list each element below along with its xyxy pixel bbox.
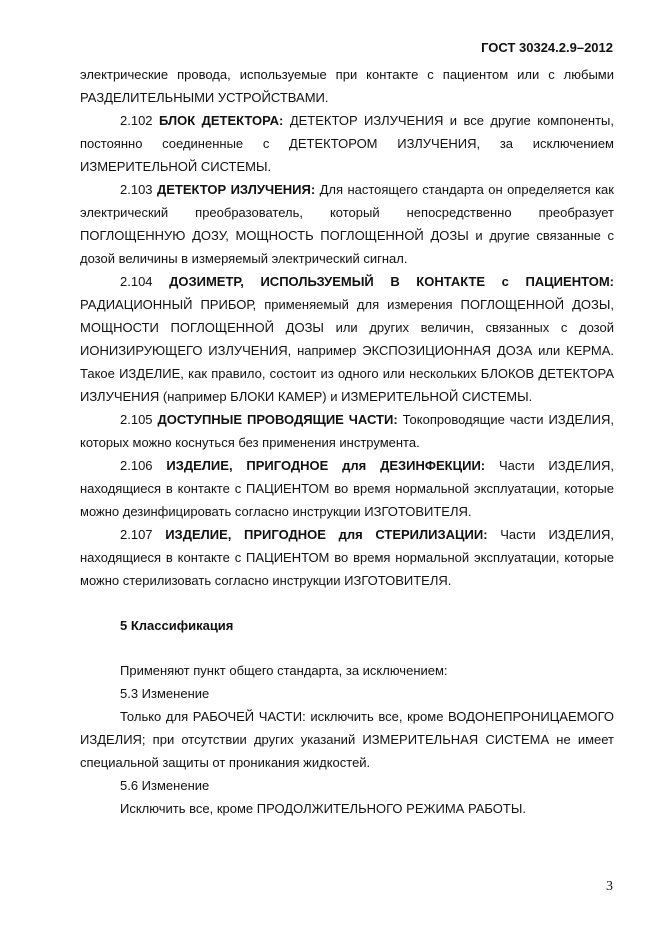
definition-text: Для настоящего стандарта он определяется как электрический преобразователь, который непосредственно преобразует ПОГЛОЩЕННУЮ ДОЗУ, МОЩНОСТЬ ПОГЛОЩЕННОЙ ДОЗЫ и другие связанные с дозой величины в измеряемый электрический сигнал. xyxy=(80,182,614,266)
clause-number: 2.106 xyxy=(120,458,153,473)
subsection-heading-5-3: 5.3 Изменение xyxy=(120,686,210,701)
defined-term: ДОСТУПНЫЕ ПРОВОДЯЩИЕ ЧАСТИ: xyxy=(157,412,398,427)
definition-2-103 xyxy=(80,178,614,270)
definition-2-107 xyxy=(80,523,614,592)
clause-number: 2.105 xyxy=(120,412,153,427)
definition-2-104 xyxy=(80,270,614,408)
defined-term: ИЗДЕЛИЕ, ПРИГОДНОЕ для СТЕРИЛИЗАЦИИ: xyxy=(165,527,488,542)
definition-text: Части ИЗДЕЛИЯ, находящиеся в контакте с ПАЦИЕНТОМ во время нормальной эксплуатации, которые можно дезинфицировать согласно инструкции ИЗГОТОВИТЕЛЯ. xyxy=(80,458,614,519)
definition-text: ДЕТЕКТОР ИЗЛУЧЕНИЯ и все другие компоненты, постоянно соединенные с ДЕТЕКТОРОМ ИЗЛУЧЕНИЯ, за исключением ИЗМЕРИТЕЛЬНОЙ СИСТЕМЫ. xyxy=(80,113,614,174)
defined-term: ИЗДЕЛИЕ, ПРИГОДНОЕ для ДЕЗИНФЕКЦИИ: xyxy=(166,458,486,473)
section-heading: 5 Классификация xyxy=(120,618,234,633)
defined-term: ДОЗИМЕТР, ИСПОЛЬЗУЕМЫЙ В КОНТАКТЕ с ПАЦИЕНТОМ: xyxy=(169,274,614,289)
paragraph-continuation: электрические провода, используемые при контакте с пациентом или с любыми РАЗДЕЛИТЕЛЬНЫМИ УСТРОЙСТВАМИ. xyxy=(80,67,614,105)
document-header: ГОСТ 30324.2.9–2012 xyxy=(481,40,613,55)
clause-number: 2.107 xyxy=(120,527,153,542)
section-intro: Применяют пункт общего стандарта, за исключением: xyxy=(120,663,448,678)
clause-number: 2.103 xyxy=(120,182,153,197)
defined-term: ДЕТЕКТОР ИЗЛУЧЕНИЯ: xyxy=(156,182,316,197)
document-body xyxy=(80,63,614,820)
definition-text: РАДИАЦИОННЫЙ ПРИБОР, применяемый для измерения ПОГЛОЩЕННОЙ ДОЗЫ, МОЩНОСТИ ПОГЛОЩЕННОЙ ДОЗЫ или других величин, связанных с дозой ИОНИЗИРУЮЩЕГО ИЗЛУЧЕНИЯ, например ЭКСПОЗИЦИОННАЯ ДОЗА или КЕРМА. Такое ИЗДЕЛИЕ, как правило, состоит из одного или нескольких БЛОКОВ ДЕТЕКТОРА ИЗЛУЧЕНИЯ (например БЛОКИ КАМЕР) и ИЗМЕРИТЕЛЬНОЙ СИСТЕМЫ. xyxy=(80,297,614,404)
subsection-text-5-3: Только для РАБОЧЕЙ ЧАСТИ: исключить все, кроме ВОДОНЕПРОНИЦАЕМОГО ИЗДЕЛИЯ; при отсутствии других указаний ИЗМЕРИТЕЛЬНАЯ СИСТЕМА не имеет специальной защиты от проникания жидкостей. xyxy=(80,709,614,770)
clause-number: 2.104 xyxy=(120,274,153,289)
definition-2-105 xyxy=(80,408,614,454)
defined-term: БЛОК ДЕТЕКТОРА: xyxy=(158,113,284,128)
subsection-heading-5-6: 5.6 Изменение xyxy=(120,778,210,793)
page-number: 3 xyxy=(606,879,613,894)
subsection-text-5-6: Исключить все, кроме ПРОДОЛЖИТЕЛЬНОГО РЕЖИМА РАБОТЫ. xyxy=(120,801,526,816)
clause-number: 2.102 xyxy=(120,113,153,128)
definition-2-106 xyxy=(80,454,614,523)
definition-2-102 xyxy=(80,109,614,178)
definition-text: Токопроводящие части ИЗДЕЛИЯ, которых можно коснуться без применения инструмента. xyxy=(80,412,614,450)
definition-text: Части ИЗДЕЛИЯ, находящиеся в контакте с ПАЦИЕНТОМ во время нормальной эксплуатации, которые можно стерилизовать согласно инструкции ИЗГОТОВИТЕЛЯ. xyxy=(80,527,614,588)
